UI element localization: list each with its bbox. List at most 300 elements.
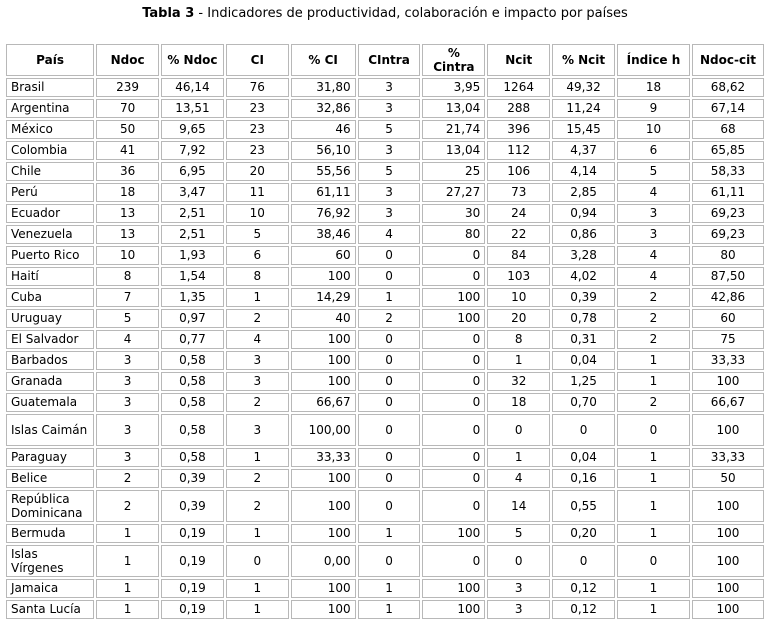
cell-pct-ndoc: 0,19 — [161, 579, 224, 598]
cell-ci: 5 — [226, 225, 289, 244]
cell-pct-ci: 66,67 — [291, 393, 356, 412]
cell-pct-ncit: 1,25 — [552, 372, 615, 391]
cell-ncit: 73 — [487, 183, 550, 202]
cell-pais: Guatemala — [6, 393, 94, 412]
table-row — [6, 78, 764, 97]
cell-ndoc-cit: 33,33 — [692, 351, 764, 370]
header-pct-ncit: % Ncit — [552, 44, 615, 76]
cell-ndoc-cit: 75 — [692, 330, 764, 349]
cell-pct-ncit: 0,78 — [552, 309, 615, 328]
table-row — [6, 267, 764, 286]
cell-ndoc-cit: 100 — [692, 600, 764, 619]
cell-ncit: 288 — [487, 99, 550, 118]
table-row — [6, 372, 764, 391]
cell-ci: 3 — [226, 351, 289, 370]
indicators-table — [4, 42, 766, 621]
cell-ndoc: 239 — [96, 78, 159, 97]
cell-pct-cintra: 0 — [422, 545, 485, 577]
cell-pais: El Salvador — [6, 330, 94, 349]
cell-pct-cintra: 0 — [422, 246, 485, 265]
cell-ndoc-cit: 68 — [692, 120, 764, 139]
cell-ci: 3 — [226, 414, 289, 446]
header-ci: CI — [226, 44, 289, 76]
cell-ndoc: 70 — [96, 99, 159, 118]
cell-ci: 8 — [226, 267, 289, 286]
cell-indice-h: 2 — [617, 309, 690, 328]
cell-pct-ndoc: 6,95 — [161, 162, 224, 181]
cell-indice-h: 4 — [617, 246, 690, 265]
cell-ndoc: 8 — [96, 267, 159, 286]
cell-pais: Jamaica — [6, 579, 94, 598]
cell-cintra: 0 — [358, 372, 421, 391]
table-row — [6, 393, 764, 412]
cell-pct-ndoc: 0,58 — [161, 448, 224, 467]
cell-ndoc-cit: 100 — [692, 545, 764, 577]
cell-ncit: 22 — [487, 225, 550, 244]
cell-cintra: 5 — [358, 162, 421, 181]
cell-pct-ci: 46 — [291, 120, 356, 139]
cell-pct-cintra: 30 — [422, 204, 485, 223]
cell-pct-ndoc: 0,97 — [161, 309, 224, 328]
table-row — [6, 545, 764, 577]
cell-pais: Haití — [6, 267, 94, 286]
cell-pct-ndoc: 9,65 — [161, 120, 224, 139]
cell-ndoc-cit: 100 — [692, 490, 764, 522]
cell-pct-ci: 100 — [291, 267, 356, 286]
cell-pct-ncit: 15,45 — [552, 120, 615, 139]
cell-ci: 2 — [226, 469, 289, 488]
cell-ci: 1 — [226, 579, 289, 598]
cell-indice-h: 4 — [617, 267, 690, 286]
cell-pct-ndoc: 1,93 — [161, 246, 224, 265]
cell-pct-ci: 100 — [291, 524, 356, 543]
table-row — [6, 414, 764, 446]
cell-indice-h: 1 — [617, 524, 690, 543]
cell-pct-ci: 60 — [291, 246, 356, 265]
cell-pct-cintra: 0 — [422, 351, 485, 370]
cell-ndoc-cit: 100 — [692, 414, 764, 446]
cell-cintra: 0 — [358, 469, 421, 488]
cell-ci: 1 — [226, 448, 289, 467]
cell-pct-cintra: 0 — [422, 490, 485, 522]
cell-ndoc-cit: 80 — [692, 246, 764, 265]
cell-indice-h: 10 — [617, 120, 690, 139]
cell-ncit: 3 — [487, 579, 550, 598]
cell-indice-h: 2 — [617, 330, 690, 349]
cell-pais: Colombia — [6, 141, 94, 160]
cell-ndoc-cit: 87,50 — [692, 267, 764, 286]
cell-ci: 6 — [226, 246, 289, 265]
cell-pct-ndoc: 0,19 — [161, 600, 224, 619]
table-row — [6, 490, 764, 522]
cell-ncit: 10 — [487, 288, 550, 307]
cell-pct-ci: 100 — [291, 600, 356, 619]
cell-indice-h: 3 — [617, 225, 690, 244]
cell-pct-cintra: 0 — [422, 372, 485, 391]
cell-pais: Islas Vírgenes — [6, 545, 94, 577]
cell-cintra: 0 — [358, 393, 421, 412]
header-pct-ci: % CI — [291, 44, 356, 76]
cell-pais: República Dominicana — [6, 490, 94, 522]
cell-pct-ci: 0,00 — [291, 545, 356, 577]
cell-pct-ncit: 0,04 — [552, 448, 615, 467]
cell-indice-h: 5 — [617, 162, 690, 181]
table-body — [6, 78, 764, 619]
cell-ci: 1 — [226, 600, 289, 619]
cell-ndoc-cit: 67,14 — [692, 99, 764, 118]
cell-pct-ndoc: 1,35 — [161, 288, 224, 307]
cell-pct-cintra: 3,95 — [422, 78, 485, 97]
cell-pct-ndoc: 0,58 — [161, 393, 224, 412]
table-row — [6, 309, 764, 328]
cell-pct-ncit: 0,04 — [552, 351, 615, 370]
cell-pct-ndoc: 0,39 — [161, 490, 224, 522]
cell-ci: 2 — [226, 490, 289, 522]
cell-cintra: 0 — [358, 448, 421, 467]
cell-ci: 2 — [226, 309, 289, 328]
cell-pais: Ecuador — [6, 204, 94, 223]
cell-pct-ndoc: 2,51 — [161, 204, 224, 223]
cell-pct-ci: 40 — [291, 309, 356, 328]
caption-separator: - — [194, 6, 208, 21]
cell-ncit: 3 — [487, 600, 550, 619]
cell-ncit: 5 — [487, 524, 550, 543]
cell-ndoc: 3 — [96, 351, 159, 370]
cell-pct-ncit: 0,31 — [552, 330, 615, 349]
cell-ncit: 18 — [487, 393, 550, 412]
cell-ndoc-cit: 33,33 — [692, 448, 764, 467]
cell-pct-ndoc: 0,77 — [161, 330, 224, 349]
cell-ndoc: 1 — [96, 524, 159, 543]
cell-pct-ci: 32,86 — [291, 99, 356, 118]
cell-indice-h: 1 — [617, 490, 690, 522]
cell-ci: 10 — [226, 204, 289, 223]
table-row — [6, 351, 764, 370]
cell-pct-cintra: 100 — [422, 288, 485, 307]
cell-pct-ci: 100 — [291, 372, 356, 391]
cell-ndoc-cit: 61,11 — [692, 183, 764, 202]
cell-ci: 23 — [226, 141, 289, 160]
cell-ndoc: 50 — [96, 120, 159, 139]
cell-ndoc: 2 — [96, 469, 159, 488]
cell-indice-h: 1 — [617, 448, 690, 467]
cell-ci: 2 — [226, 393, 289, 412]
cell-cintra: 3 — [358, 183, 421, 202]
cell-cintra: 2 — [358, 309, 421, 328]
cell-pct-ci: 100 — [291, 330, 356, 349]
cell-ndoc-cit: 42,86 — [692, 288, 764, 307]
cell-pct-ncit: 4,14 — [552, 162, 615, 181]
cell-cintra: 1 — [358, 288, 421, 307]
cell-pct-ci: 55,56 — [291, 162, 356, 181]
cell-ndoc-cit: 100 — [692, 524, 764, 543]
cell-ci: 3 — [226, 372, 289, 391]
cell-ci: 0 — [226, 545, 289, 577]
cell-pct-cintra: 0 — [422, 469, 485, 488]
cell-ndoc-cit: 69,23 — [692, 204, 764, 223]
cell-ndoc: 36 — [96, 162, 159, 181]
cell-indice-h: 1 — [617, 469, 690, 488]
cell-pct-cintra: 27,27 — [422, 183, 485, 202]
cell-ncit: 112 — [487, 141, 550, 160]
caption-text: Indicadores de productividad, colaboración e impacto por países — [207, 6, 628, 21]
cell-ndoc-cit: 65,85 — [692, 141, 764, 160]
cell-pct-ncit: 3,28 — [552, 246, 615, 265]
cell-ncit: 32 — [487, 372, 550, 391]
cell-ndoc: 7 — [96, 288, 159, 307]
cell-ncit: 106 — [487, 162, 550, 181]
cell-pct-ncit: 0,86 — [552, 225, 615, 244]
cell-pct-cintra: 100 — [422, 579, 485, 598]
cell-ndoc-cit: 58,33 — [692, 162, 764, 181]
cell-pct-cintra: 0 — [422, 448, 485, 467]
cell-ndoc: 1 — [96, 579, 159, 598]
table-row — [6, 579, 764, 598]
cell-pct-ndoc: 2,51 — [161, 225, 224, 244]
caption-label: Tabla 3 — [142, 6, 195, 21]
table-row — [6, 225, 764, 244]
table-row — [6, 99, 764, 118]
cell-ncit: 20 — [487, 309, 550, 328]
cell-pais: Paraguay — [6, 448, 94, 467]
cell-ndoc-cit: 68,62 — [692, 78, 764, 97]
table-caption — [0, 6, 770, 21]
cell-pct-ci: 14,29 — [291, 288, 356, 307]
table-row — [6, 246, 764, 265]
cell-pais: Puerto Rico — [6, 246, 94, 265]
cell-cintra: 3 — [358, 141, 421, 160]
cell-cintra: 1 — [358, 579, 421, 598]
cell-indice-h: 1 — [617, 372, 690, 391]
cell-indice-h: 0 — [617, 545, 690, 577]
table-row — [6, 120, 764, 139]
header-ncit: Ncit — [487, 44, 550, 76]
cell-pais: Chile — [6, 162, 94, 181]
cell-ndoc: 18 — [96, 183, 159, 202]
cell-indice-h: 1 — [617, 351, 690, 370]
cell-pct-cintra: 100 — [422, 524, 485, 543]
cell-indice-h: 9 — [617, 99, 690, 118]
cell-ci: 1 — [226, 524, 289, 543]
cell-pais: Islas Caimán — [6, 414, 94, 446]
cell-ncit: 0 — [487, 414, 550, 446]
cell-pais: Uruguay — [6, 309, 94, 328]
cell-pct-ci: 76,92 — [291, 204, 356, 223]
cell-indice-h: 6 — [617, 141, 690, 160]
cell-pct-ci: 100,00 — [291, 414, 356, 446]
cell-pct-cintra: 0 — [422, 414, 485, 446]
table-row — [6, 469, 764, 488]
cell-pct-ncit: 4,37 — [552, 141, 615, 160]
cell-pct-ci: 100 — [291, 469, 356, 488]
cell-cintra: 3 — [358, 78, 421, 97]
cell-pct-ci: 31,80 — [291, 78, 356, 97]
cell-ci: 23 — [226, 120, 289, 139]
cell-pct-ndoc: 13,51 — [161, 99, 224, 118]
cell-ncit: 14 — [487, 490, 550, 522]
cell-pais: Bermuda — [6, 524, 94, 543]
cell-ndoc: 13 — [96, 204, 159, 223]
cell-ndoc: 1 — [96, 545, 159, 577]
cell-indice-h: 2 — [617, 393, 690, 412]
cell-pct-ndoc: 0,58 — [161, 414, 224, 446]
cell-pct-ncit: 0,94 — [552, 204, 615, 223]
cell-ncit: 84 — [487, 246, 550, 265]
cell-pct-ncit: 4,02 — [552, 267, 615, 286]
cell-ci: 11 — [226, 183, 289, 202]
cell-pct-ndoc: 7,92 — [161, 141, 224, 160]
table-row — [6, 448, 764, 467]
cell-pct-ncit: 0,39 — [552, 288, 615, 307]
cell-pct-ndoc: 46,14 — [161, 78, 224, 97]
cell-pct-ncit: 0 — [552, 414, 615, 446]
cell-ncit: 1264 — [487, 78, 550, 97]
cell-ndoc-cit: 69,23 — [692, 225, 764, 244]
cell-ndoc: 3 — [96, 372, 159, 391]
table-row — [6, 183, 764, 202]
cell-ndoc-cit: 50 — [692, 469, 764, 488]
cell-ci: 76 — [226, 78, 289, 97]
header-pct-cintra: % Cintra — [422, 44, 485, 76]
cell-pais: Santa Lucía — [6, 600, 94, 619]
cell-pct-ci: 56,10 — [291, 141, 356, 160]
table-row — [6, 162, 764, 181]
cell-cintra: 0 — [358, 414, 421, 446]
cell-pct-ncit: 0,16 — [552, 469, 615, 488]
cell-pct-cintra: 21,74 — [422, 120, 485, 139]
cell-ndoc-cit: 66,67 — [692, 393, 764, 412]
cell-ncit: 396 — [487, 120, 550, 139]
cell-indice-h: 0 — [617, 414, 690, 446]
cell-ncit: 103 — [487, 267, 550, 286]
table-row — [6, 524, 764, 543]
cell-pct-cintra: 0 — [422, 330, 485, 349]
cell-ncit: 1 — [487, 351, 550, 370]
cell-ci: 20 — [226, 162, 289, 181]
cell-pct-ndoc: 0,19 — [161, 524, 224, 543]
cell-cintra: 0 — [358, 490, 421, 522]
cell-pct-ci: 100 — [291, 490, 356, 522]
header-pais: País — [6, 44, 94, 76]
cell-pct-ndoc: 0,19 — [161, 545, 224, 577]
cell-ndoc: 5 — [96, 309, 159, 328]
cell-cintra: 5 — [358, 120, 421, 139]
table-row — [6, 288, 764, 307]
cell-pct-ncit: 0,70 — [552, 393, 615, 412]
cell-ndoc: 10 — [96, 246, 159, 265]
cell-cintra: 1 — [358, 600, 421, 619]
cell-pais: Argentina — [6, 99, 94, 118]
cell-pct-cintra: 13,04 — [422, 141, 485, 160]
cell-ndoc: 1 — [96, 600, 159, 619]
header-ndoc: Ndoc — [96, 44, 159, 76]
cell-pais: Brasil — [6, 78, 94, 97]
table-row — [6, 204, 764, 223]
cell-ndoc-cit: 60 — [692, 309, 764, 328]
header-ndoc-cit: Ndoc-cit — [692, 44, 764, 76]
cell-pct-ndoc: 0,58 — [161, 372, 224, 391]
cell-pais: México — [6, 120, 94, 139]
cell-pct-ncit: 49,32 — [552, 78, 615, 97]
cell-pct-cintra: 0 — [422, 267, 485, 286]
cell-pct-cintra: 25 — [422, 162, 485, 181]
cell-ci: 4 — [226, 330, 289, 349]
cell-pct-ncit: 0,55 — [552, 490, 615, 522]
cell-ndoc: 3 — [96, 448, 159, 467]
cell-pct-cintra: 100 — [422, 600, 485, 619]
cell-ncit: 24 — [487, 204, 550, 223]
cell-indice-h: 2 — [617, 288, 690, 307]
cell-pais: Barbados — [6, 351, 94, 370]
cell-cintra: 3 — [358, 204, 421, 223]
cell-pct-cintra: 80 — [422, 225, 485, 244]
cell-pct-ndoc: 3,47 — [161, 183, 224, 202]
cell-pct-cintra: 0 — [422, 393, 485, 412]
cell-pct-ncit: 2,85 — [552, 183, 615, 202]
cell-ndoc: 13 — [96, 225, 159, 244]
cell-ncit: 4 — [487, 469, 550, 488]
cell-cintra: 3 — [358, 99, 421, 118]
cell-cintra: 1 — [358, 524, 421, 543]
cell-pct-ci: 38,46 — [291, 225, 356, 244]
cell-pct-ci: 33,33 — [291, 448, 356, 467]
table-row — [6, 141, 764, 160]
cell-ndoc: 3 — [96, 414, 159, 446]
cell-ci: 1 — [226, 288, 289, 307]
cell-ndoc: 2 — [96, 490, 159, 522]
cell-ncit: 1 — [487, 448, 550, 467]
cell-cintra: 0 — [358, 351, 421, 370]
header-row — [6, 44, 764, 76]
header-cintra: CIntra — [358, 44, 421, 76]
cell-indice-h: 18 — [617, 78, 690, 97]
cell-cintra: 0 — [358, 246, 421, 265]
cell-pais: Venezuela — [6, 225, 94, 244]
cell-indice-h: 4 — [617, 183, 690, 202]
cell-pais: Granada — [6, 372, 94, 391]
cell-pct-ci: 61,11 — [291, 183, 356, 202]
cell-ci: 23 — [226, 99, 289, 118]
cell-indice-h: 3 — [617, 204, 690, 223]
cell-pais: Cuba — [6, 288, 94, 307]
cell-ndoc: 41 — [96, 141, 159, 160]
cell-pais: Belice — [6, 469, 94, 488]
table-row — [6, 600, 764, 619]
cell-pct-ndoc: 1,54 — [161, 267, 224, 286]
cell-cintra: 0 — [358, 267, 421, 286]
cell-pais: Perú — [6, 183, 94, 202]
cell-pct-ci: 100 — [291, 579, 356, 598]
cell-ncit: 8 — [487, 330, 550, 349]
cell-pct-ncit: 0,20 — [552, 524, 615, 543]
header-pct-ndoc: % Ndoc — [161, 44, 224, 76]
cell-ndoc: 3 — [96, 393, 159, 412]
cell-pct-cintra: 100 — [422, 309, 485, 328]
cell-pct-ncit: 11,24 — [552, 99, 615, 118]
table-row — [6, 330, 764, 349]
cell-pct-ci: 100 — [291, 351, 356, 370]
cell-cintra: 0 — [358, 330, 421, 349]
cell-pct-ndoc: 0,58 — [161, 351, 224, 370]
cell-indice-h: 1 — [617, 600, 690, 619]
cell-pct-cintra: 13,04 — [422, 99, 485, 118]
cell-indice-h: 1 — [617, 579, 690, 598]
cell-cintra: 4 — [358, 225, 421, 244]
cell-ndoc-cit: 100 — [692, 579, 764, 598]
header-indice-h: Índice h — [617, 44, 690, 76]
cell-pct-ndoc: 0,39 — [161, 469, 224, 488]
cell-pct-ncit: 0 — [552, 545, 615, 577]
